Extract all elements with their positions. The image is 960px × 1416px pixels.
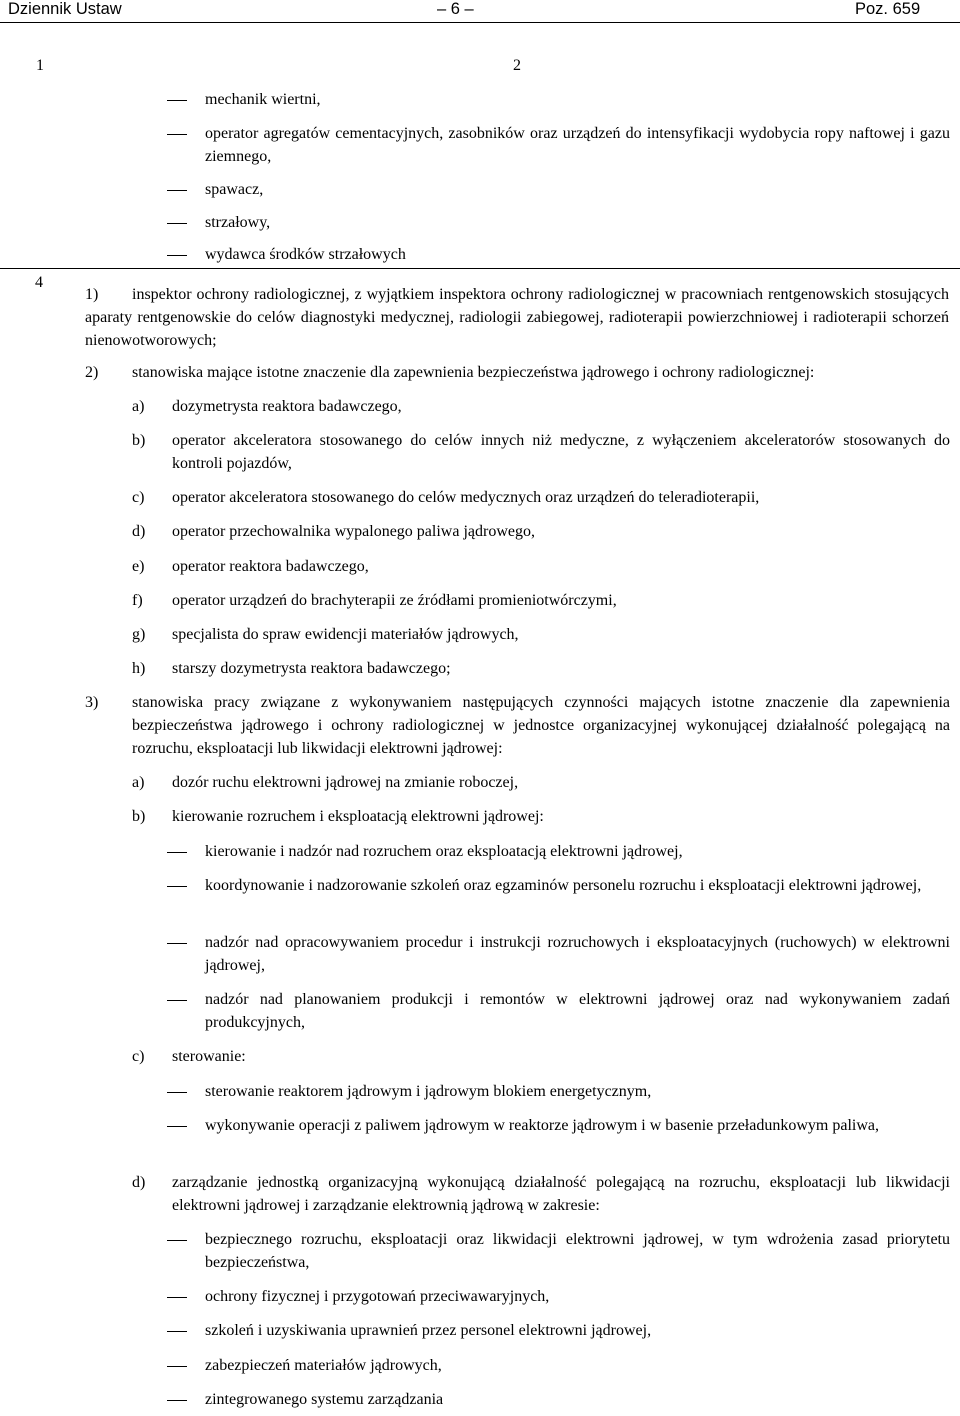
sub-item-text: operator akceleratora stosowanego do celów medycznych oraz urządzeń do teleradioterapii, [172,489,760,506]
sub-item-label: g) [132,626,146,643]
dash-marker [167,1297,187,1298]
list-item: koordynowanie i nadzorowanie szkoleń oraz egzaminów personelu rozruchu i eksploatacji elektrowni jądrowej, [205,877,922,894]
dash-marker [167,223,187,224]
list-item: wykonywanie operacji z paliwem jądrowym w reaktorze jądrowym i w basenie przeładunkowym paliwa, [205,1117,879,1134]
sub-item-text: sterowanie: [172,1048,246,1065]
row-number: 4 [35,274,43,291]
list-item: strzałowy, [205,214,271,231]
sub-item-label: b) [132,808,146,825]
sub-item-label: d) [132,523,146,540]
sub-item-label: a) [132,398,145,415]
list-item: szkoleń i uzyskiwania uprawnień przez personel elektrowni jądrowej, [205,1322,652,1339]
list-item: sterowanie reaktorem jądrowym i jądrowym blokiem energetycznym, [205,1083,652,1100]
dash-marker [167,1331,187,1332]
item-2-label: 2) [85,364,99,381]
list-item: nadzór nad planowaniem produkcji i remontów w elektrowni jądrowej oraz nad wykonywaniem zadań produkcyjnych, [205,991,950,1031]
sub-item-label: c) [132,1048,145,1065]
page-header [0,0,960,22]
position-number: Poz. 659 [855,0,921,18]
list-item: spawacz, [205,181,264,198]
dash-marker [167,1092,187,1093]
item-3-text: stanowiska pracy związane z wykonywaniem następujących czynności mających istotne znaczenie dla zapewnienia bezpieczeństwa jądrowego i ochrony radiologicznej w jednostce organizacyjnej wykonującej działalność polegającą na rozruchu, eksploatacji lub likwidacji elektrowni jądrowej: [132,694,950,757]
sub-item-label: b) [132,432,146,449]
dash-marker [167,134,187,135]
column-1-header: 1 [36,57,44,74]
sub-item-text: zarządzanie jednostką organizacyjną wykonującą działalność polegającą na rozruchu, eksploatacji lub likwidacji elektrowni jądrowej i zarządzanie elektrownią jądrową w zakresie: [172,1174,950,1214]
sub-item-text: operator akceleratora stosowanego do celów innych niż medyczne, z wyłączeniem akceleratorów stosowanych do kontroli pojazdów, [172,432,950,472]
sub-item-label: c) [132,489,145,506]
sub-item-label: a) [132,774,145,791]
row-rule [0,268,960,269]
list-item: bezpiecznego rozruchu, eksploatacji oraz likwidacji elektrowni jądrowej, w tym wdrożenia zasad priorytetu bezpieczeństwa, [205,1231,950,1271]
sub-item-text: kierowanie rozruchem i eksploatacją elektrowni jądrowej: [172,808,544,825]
dash-marker [167,943,187,944]
sub-item-label: d) [132,1174,146,1191]
sub-item-text: operator reaktora badawczego, [172,558,369,575]
sub-item-label: e) [132,558,145,575]
list-item: operator agregatów cementacyjnych, zasobników oraz urządzeń do intensyfikacji wydobycia ropy naftowej i gazu ziemnego, [205,125,950,165]
sub-item-text: dozór ruchu elektrowni jądrowej na zmianie roboczej, [172,774,519,791]
list-item: mechanik wiertni, [205,91,321,108]
sub-item-label: f) [132,592,143,609]
sub-item-label: h) [132,660,146,677]
dash-marker [167,852,187,853]
dash-marker [167,1126,187,1127]
item-2-text: stanowiska mające istotne znaczenie dla zapewnienia bezpieczeństwa jądrowego i ochrony radiologicznej: [132,364,815,381]
list-item: zintegrowanego systemu zarządzania [205,1391,444,1408]
sub-item-text: operator przechowalnika wypalonego paliwa jądrowego, [172,523,535,540]
list-item: zabezpieczeń materiałów jądrowych, [205,1357,442,1374]
list-item: wydawca środków strzałowych [205,246,406,263]
header-rule [0,22,960,23]
item-1-label: 1) [85,286,99,303]
dash-marker [167,190,187,191]
page-number: – 6 – [437,0,474,18]
dash-marker [167,1366,187,1367]
list-item: ochrony fizycznej i przygotowań przeciwawaryjnych, [205,1288,550,1305]
dash-marker [167,1240,187,1241]
dash-marker [167,1400,187,1401]
dash-marker [167,100,187,101]
dash-marker [167,886,187,887]
dash-marker [167,255,187,256]
list-item: kierowanie i nadzór nad rozruchem oraz eksploatacją elektrowni jądrowej, [205,843,683,860]
item-3-label: 3) [85,694,99,711]
sub-item-text: dozymetrysta reaktora badawczego, [172,398,402,415]
list-item: nadzór nad opracowywaniem procedur i instrukcji rozruchowych i eksploatacyjnych (ruchowych) w elektrowni jądrowej, [205,934,950,974]
journal-title: Dziennik Ustaw [8,0,122,18]
sub-item-text: operator urządzeń do brachyterapii ze źródłami promieniotwórczymi, [172,592,617,609]
item-1-text: inspektor ochrony radiologicznej, z wyjątkiem inspektora ochrony radiologicznej w pracowniach rentgenowskich stosujących aparaty rentgenowskie do celów diagnostyki medycznej, radiologii zabiegowej, radioterapii powierzchniowej i radioterapii schorzeń nienowotworowych; [85,286,949,349]
dash-marker [167,1000,187,1001]
sub-item-text: starszy dozymetrysta reaktora badawczego; [172,660,451,677]
sub-item-text: specjalista do spraw ewidencji materiałów jądrowych, [172,626,519,643]
column-2-header: 2 [513,57,521,74]
